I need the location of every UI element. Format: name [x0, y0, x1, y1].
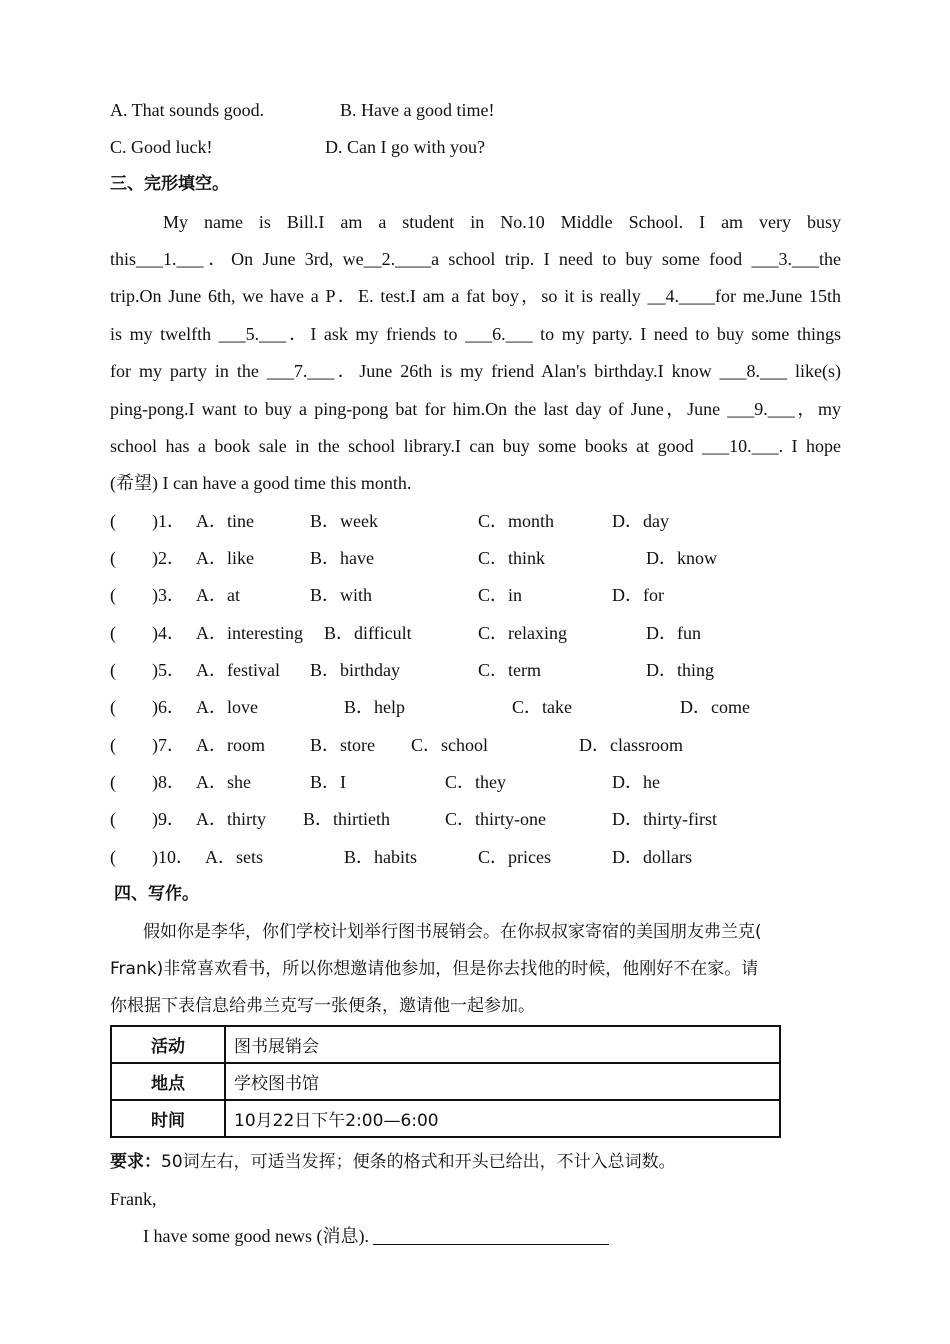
table-value: 10月22日下午2:00—6:00 — [225, 1100, 780, 1137]
choice-b: B．store — [310, 735, 375, 755]
question-number: ( )9． — [110, 809, 185, 829]
opening-line — [143, 1224, 609, 1248]
choice-d: D．day — [612, 511, 669, 531]
choice-d: D．dollars — [612, 847, 692, 867]
table-key: 活动 — [111, 1026, 225, 1063]
choice-c: C．term — [478, 660, 541, 680]
choice-d: D．thirty-first — [612, 809, 717, 829]
table-value: 学校图书馆 — [225, 1063, 780, 1100]
choice-c: C．school — [411, 735, 489, 755]
choice-d: D．know — [646, 548, 717, 568]
choice-c: C．prices — [478, 847, 551, 867]
option-a: A. That sounds good. — [110, 100, 265, 120]
choice-a: A．like — [196, 548, 254, 568]
option-d: D. Can I go with you? — [325, 137, 485, 157]
choice-d: D．come — [680, 697, 750, 717]
choice-a: A．festival — [196, 660, 280, 680]
table-row — [111, 1063, 780, 1100]
choice-a: A．interesting — [196, 623, 303, 643]
choice-a: A．room — [196, 735, 265, 755]
requirement-label: 要求： — [110, 1152, 161, 1172]
question-number: ( )4． — [110, 623, 185, 643]
passage-line: (希望) I can have a good time this month. — [110, 473, 412, 493]
prompt-line: Frank)非常喜欢看书，所以你想邀请他参加，但是你去找他的时候，他刚好不在家。请 — [110, 959, 759, 979]
question-number: ( )3． — [110, 585, 185, 605]
passage-line: ping-pong.I want to buy a ping-pong bat for him.On the last day of June，June ___9.___，my — [110, 399, 841, 419]
choice-b: B．birthday — [310, 660, 400, 680]
info-table — [110, 1025, 781, 1138]
question-number: ( )6． — [110, 697, 185, 717]
requirement-text: 50词左右，可适当发挥；便条的格式和开头已给出，不计入总词数。 — [161, 1152, 676, 1172]
choice-a: A．she — [196, 772, 251, 792]
option-b: B. Have a good time! — [340, 100, 495, 120]
question-number: ( )10． — [110, 847, 194, 867]
choice-a: A．sets — [205, 847, 263, 867]
choice-b: B．thirtieth — [303, 809, 390, 829]
question-number: ( )2． — [110, 548, 185, 568]
choice-d: D．for — [612, 585, 664, 605]
choice-c: C．think — [478, 548, 546, 568]
choice-d: D．fun — [646, 623, 701, 643]
choice-b: B．with — [310, 585, 373, 605]
table-row — [111, 1100, 780, 1137]
passage-line: trip.On June 6th, we have a P．E. test.I am a fat boy，so it is really __4.____for me.June 15th — [110, 286, 841, 306]
choice-b: B．have — [310, 548, 374, 568]
question-number: ( )7． — [110, 735, 185, 755]
choice-a: A．thirty — [196, 809, 266, 829]
choice-c: C．take — [512, 697, 572, 717]
passage-line: school has a book sale in the school library.I can buy some books at good ___10.___. I hope — [110, 436, 841, 456]
answer-blank[interactable] — [373, 1226, 609, 1245]
choice-b: B．I — [310, 772, 346, 792]
choice-d: D．thing — [646, 660, 715, 680]
passage-line: is my twelfth ___5.___．I ask my friends to ___6.___ to my party. I need to buy some things — [110, 324, 841, 344]
choice-c: C．relaxing — [478, 623, 567, 643]
choice-c: C．in — [478, 585, 523, 605]
question-number: ( )1． — [110, 511, 185, 531]
choice-d: D．he — [612, 772, 660, 792]
passage-line: for my party in the ___7.___．June 26th is my friend Alan's birthday.I know ___8.___ like(s) — [110, 361, 841, 381]
choice-c: C．they — [445, 772, 506, 792]
requirement — [110, 1150, 676, 1174]
choice-b: B．week — [310, 511, 378, 531]
choice-a: A．at — [196, 585, 240, 605]
passage-line: My name is Bill.I am a student in No.10 Middle School. I am very busy — [163, 212, 841, 232]
table-key: 时间 — [111, 1100, 225, 1137]
choice-b: B．difficult — [324, 623, 412, 643]
prompt-line: 你根据下表信息给弗兰克写一张便条，邀请他一起参加。 — [110, 996, 535, 1016]
choice-a: A．tine — [196, 511, 254, 531]
table-value: 图书展销会 — [225, 1026, 780, 1063]
table-row — [111, 1026, 780, 1063]
choice-c: C．month — [478, 511, 555, 531]
question-number: ( )8． — [110, 772, 185, 792]
option-c: C. Good luck! — [110, 137, 213, 157]
opening-text: I have some good news (消息). — [143, 1226, 374, 1246]
section3-heading: 三、完形填空。 — [110, 174, 229, 194]
choice-a: A．love — [196, 697, 258, 717]
choice-b: B．habits — [344, 847, 418, 867]
choice-d: D．classroom — [579, 735, 683, 755]
salutation: Frank, — [110, 1189, 157, 1209]
question-number: ( )5． — [110, 660, 185, 680]
choice-c: C．thirty-one — [445, 809, 546, 829]
section4-heading: 四、写作。 — [114, 884, 199, 904]
prompt-line: 假如你是李华，你们学校计划举行图书展销会。在你叔叔家寄宿的美国朋友弗兰克( — [143, 922, 762, 942]
passage-line: this___1.___．On June 3rd, we__2.____a school trip. I need to buy some food ___3.___the — [110, 249, 841, 269]
table-key: 地点 — [111, 1063, 225, 1100]
choice-b: B．help — [344, 697, 405, 717]
